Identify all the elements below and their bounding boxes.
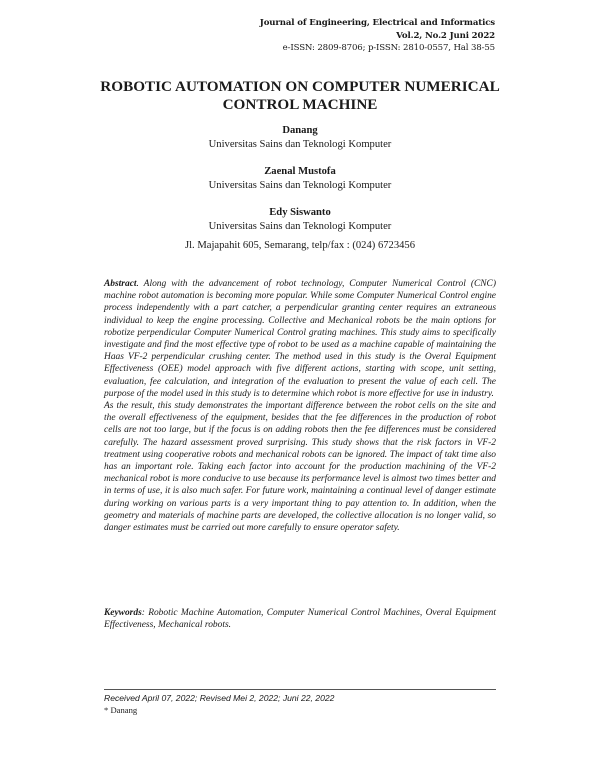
journal-header: [260, 17, 495, 55]
author-name: Edy Siswanto: [269, 207, 331, 218]
author-name: Danang: [282, 125, 318, 136]
paper-title: [0, 78, 600, 113]
institution-address: Jl. Majapahit 605, Semarang, telp/fax : (024) 6723456: [184, 240, 416, 251]
corresponding-author: * Danang: [104, 705, 138, 715]
abstract-paragraph-2: As the result, this study demonstrates the important difference between the robot cells on the site and the overall effectiveness of the equipment, besides that the fee differences in the production of robot cells are not too large, but if the focus is on adding robots then the fee differences must be considered carefully. The hazard assessment proved surprising. This study shows that the risk factors in VF-2 treatment using cooperative robots and mechanical robots can be ignored. The impact of takt time also has an important role. Taking each factor into account for the production machining of the VF-2 mechanical robot is more conducive to use because its performance level is almost two times better and in terms of use, it is also much safer. For future work, maintaining a continual level of danger estimate during working on various parts is a very important thing to pay attention to. In addition, when the geometry and materials of machine parts are developed, the collective allocation is no longer valid, so danger estimates must be carried out more carefully to ensure operator safety.: [104, 401, 496, 534]
author-affiliation: Universitas Sains dan Teknologi Komputer: [208, 138, 392, 150]
keywords-label: Keywords: [104, 608, 142, 618]
author-block: [0, 124, 600, 151]
abstract-paragraph-1: [104, 278, 496, 400]
author-block: [0, 165, 600, 192]
author-block: [0, 206, 600, 233]
author-name: Zaenal Mustofa: [264, 166, 336, 177]
paper-title-line-1: ROBOTIC AUTOMATION ON COMPUTER NUMERICAL: [100, 78, 500, 95]
journal-issn: e-ISSN: 2809-8706; p-ISSN: 2810-0557, Hal 38-55: [282, 43, 495, 53]
keywords-text: : Robotic Machine Automation, Computer Numerical Control Machines, Overal Equipment Effectiveness, Mechanical robots.: [104, 608, 496, 631]
journal-volume: Vol.2, No.2 Juni 2022: [396, 30, 495, 41]
abstract-text-1: . Along with the advancement of robot technology, Computer Numerical Control (CNC) machine robot automation is becoming more popular. While some Computer Numerical Control engine process independently with a part catcher, a perpendicular granting center requires an extraneous individual to keep the engine processing. Collective and Mechanical robots be the main options for robotize perpendicular Computer Numerical Control grating machines. This study aims to specifically investigate and find the most effective type of robot to be used as a machine capable of maintaining the Haas VF-2 perpendicular crushing center. The method used in this study is the Overal Equipment Effectiveness (OEE) model approach with five different actions, starting with scope, unit setting, evaluation, fee calculation, and integration of the evaluation to present the value of each cell. The purpose of the model used in this study is to determine which robot is more effective for use in industry.: [104, 279, 496, 399]
journal-name: Journal of Engineering, Electrical and Informatics: [259, 18, 495, 28]
author-affiliation: Universitas Sains dan Teknologi Komputer: [208, 179, 392, 191]
keywords-section: [104, 607, 496, 631]
paper-title-line-2: CONTROL MACHINE: [222, 95, 378, 113]
author-affiliation: Universitas Sains dan Teknologi Komputer: [208, 220, 392, 232]
abstract-label: Abstract: [104, 279, 137, 289]
footer-divider: [104, 689, 496, 690]
received-dates: Received April 07, 2022; Revised Mei 2, 2022; Juni 22, 2022: [104, 693, 335, 703]
author-list: [0, 124, 600, 247]
abstract-section: [104, 278, 496, 534]
